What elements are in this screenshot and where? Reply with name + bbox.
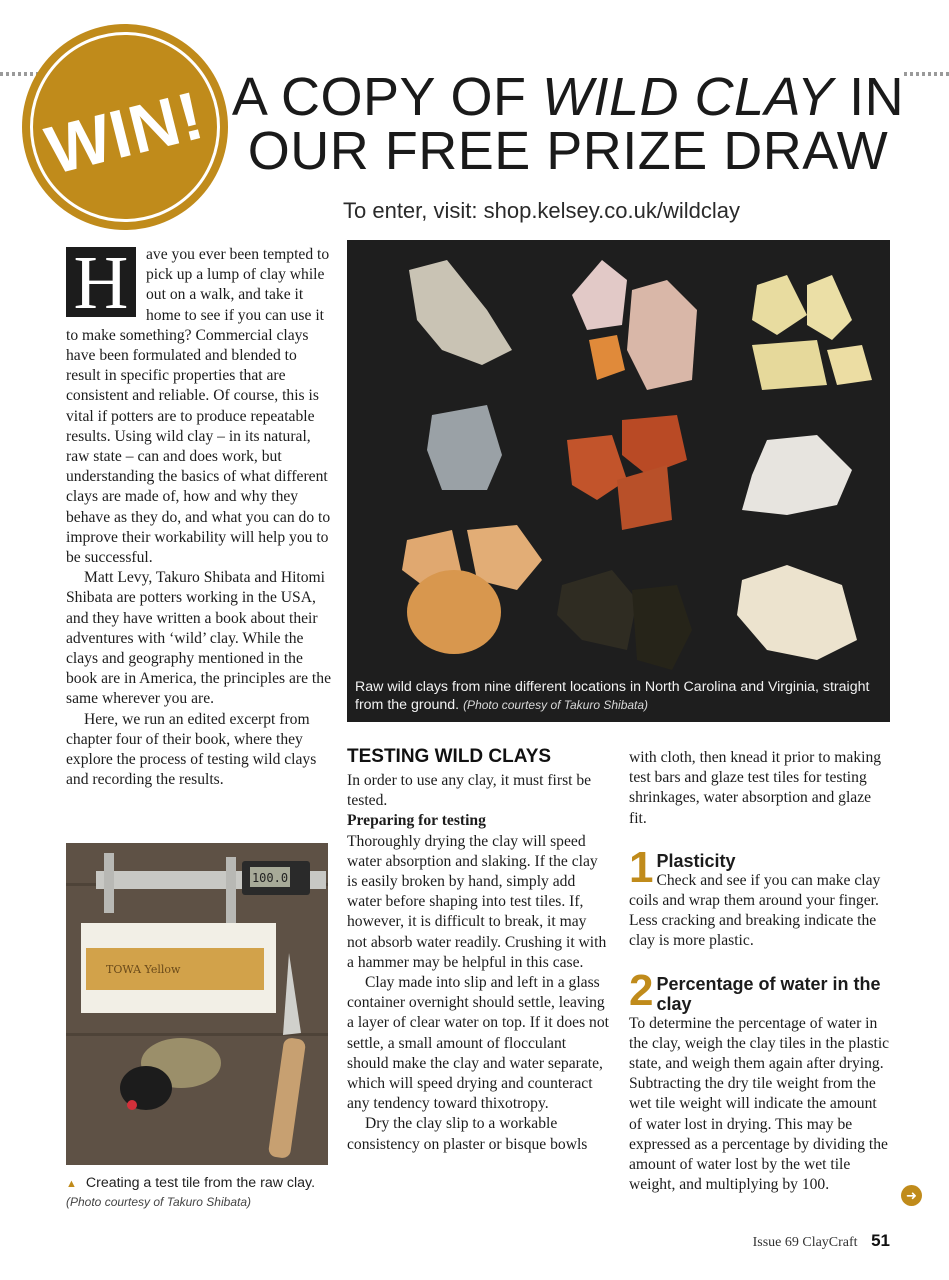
continued-paragraph: with cloth, then knead it prior to making test bars and glaze test tiles for testing shrinkages, water absorption and glaze fit. bbox=[629, 749, 882, 827]
small-photo-credit: (Photo courtesy of Takuro Shibata) bbox=[66, 1195, 251, 1209]
step-number-2: 2 bbox=[629, 965, 654, 1015]
clay-samples-illustration bbox=[347, 240, 890, 722]
continue-arrow-icon[interactable]: ➜ bbox=[901, 1185, 922, 1206]
intro-column bbox=[66, 241, 334, 790]
test-tile-photo bbox=[66, 843, 328, 1165]
stamp-red-dot bbox=[127, 1100, 137, 1110]
plasticity-title: Plasticity bbox=[656, 850, 736, 871]
entry-link[interactable]: To enter, visit: shop.kelsey.co.uk/wildclay bbox=[343, 198, 740, 223]
testing-intro: In order to use any clay, it must first be tested. bbox=[347, 772, 592, 810]
rock-blue-grey bbox=[427, 405, 502, 490]
preparing-paragraph-3: Dry the clay slip to a workable consistency on plaster or bisque bowls bbox=[347, 1115, 588, 1153]
main-photo-credit: (Photo courtesy of Takuro Shibata) bbox=[463, 698, 649, 712]
preparing-paragraph-2: Clay made into slip and left in a glass container overnight should settle, leaving a layer of clear water on top. If it does not settle, a small amount of flocculant should make the clay and water separate, which will speed drying and counteract any tendency toward thixotropy. bbox=[347, 974, 609, 1113]
drop-cap: H bbox=[66, 247, 136, 317]
step-number-1: 1 bbox=[629, 842, 654, 892]
issue-label: Issue 69 ClayCraft bbox=[752, 1235, 858, 1250]
small-photo-caption bbox=[66, 1174, 334, 1211]
top-rule-left bbox=[0, 72, 40, 76]
headline-line-1 bbox=[222, 67, 914, 127]
clay-samples-photo bbox=[347, 240, 890, 722]
caliper-jaw-fixed bbox=[104, 853, 114, 913]
test-water-percentage bbox=[629, 965, 891, 1196]
headline-book-title: WILD CLAY bbox=[542, 67, 834, 127]
win-badge bbox=[22, 24, 228, 230]
tile-inscription: TOWA Yellow bbox=[106, 963, 181, 976]
caliper-readout: 100.0 bbox=[251, 871, 289, 885]
testing-heading: TESTING WILD CLAYS bbox=[347, 746, 552, 767]
water-percentage-text: To determine the percentage of water in the clay, weigh the clay tiles in the plastic state, and weigh them again after drying. Subtracting the dry tile weight from the wet tile weight will indicate the amount of water lost in drying. This may be expressed as a percentage by dividing the amount of water lost by the wet tile weight, and multiplying by 100. bbox=[629, 1014, 890, 1194]
preparing-paragraph-1: Thoroughly drying the clay will speed water absorption and slaking. If the clay is easily broken by hand, simply add water before shaping into test tiles. If, however, it is difficult to break, it may not absorb water readily. Crushing it with a hammer may be helpful in this case. bbox=[347, 832, 607, 971]
main-photo-caption-text: Raw wild clays from nine different locations in North Carolina and Virginia, straight from the ground. bbox=[355, 679, 870, 713]
page-number: 51 bbox=[871, 1231, 890, 1250]
small-photo-caption-text: Creating a test tile from the raw clay. bbox=[85, 1175, 316, 1191]
page-title bbox=[222, 67, 914, 181]
headline-part-a: A COPY OF bbox=[231, 67, 527, 127]
plasticity-text: Check and see if you can make clay coils and wrap them around your finger. Less cracking and breaking indicate the clay is more plastic. bbox=[629, 871, 881, 950]
caption-triangle-icon: ▲ bbox=[66, 1178, 77, 1190]
test-plasticity bbox=[629, 842, 891, 952]
preparing-subheading: Preparing for testing bbox=[347, 812, 486, 830]
intro-paragraph-2: Matt Levy, Takuro Shibata and Hitomi Shibata are potters working in the USA, and they have written a book about their adventures with ‘wild’ clay. While the clays and geography mentioned in the book are in America, the principles are the same wherever you are. bbox=[66, 569, 331, 708]
test-tile-illustration bbox=[66, 843, 328, 1165]
page-footer bbox=[753, 1231, 890, 1251]
headline-part-b: IN bbox=[849, 67, 905, 127]
testing-column bbox=[347, 746, 609, 1155]
main-photo-caption bbox=[355, 678, 882, 714]
win-badge-text: WIN! bbox=[38, 76, 212, 190]
rock-tan-round bbox=[407, 570, 501, 654]
intro-paragraph-3: Here, we run an edited excerpt from chapter four of their book, where they explore the process of testing wild clays and recording the results. bbox=[66, 710, 317, 789]
water-percentage-title: Percentage of water in the clay bbox=[656, 973, 881, 1014]
intro-paragraph-1: ave you ever been tempted to pick up a lump of clay while out on a walk, and take it home to see if you can use it to make something? Commercial clays have been formulated and blended to result in specific properties that are consistent and reliable. Of course, this is vital if potters are to produce repeatable results. Using wild clay – in its natural, raw state – can and does work, but understanding the basics of what different clays are made of, how and why they behave as they do, and what you can do to improve their workability will help you to be successful. bbox=[66, 246, 331, 567]
rock-yellow-3 bbox=[752, 340, 827, 390]
headline-line-2: OUR FREE PRIZE DRAW bbox=[247, 121, 889, 181]
tests-column bbox=[629, 748, 891, 1195]
